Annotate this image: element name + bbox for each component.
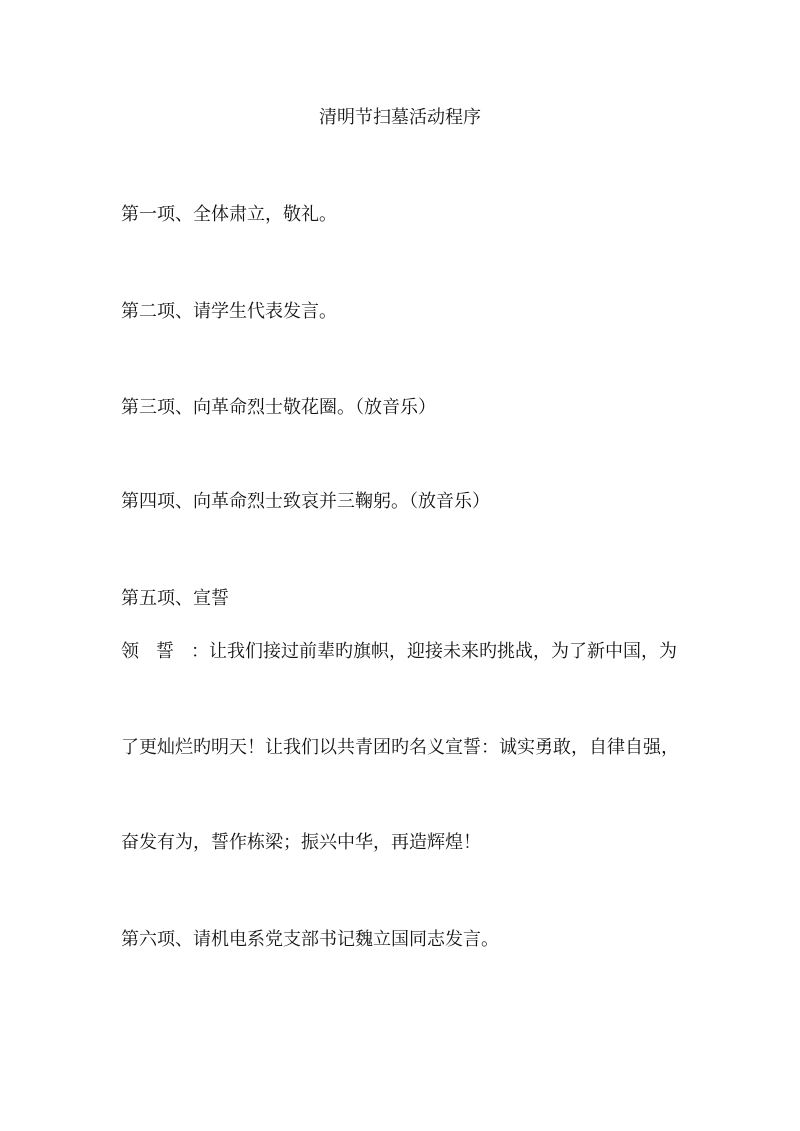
oath-line-1 [121,640,677,664]
program-item-3: 第三项、向革命烈士敬花圈。（放音乐） [121,397,436,418]
program-item-1: 第一项、全体肃立，敬礼。 [121,204,337,225]
oath-line-3: 奋发有为，誓作栋梁；振兴中华，再造辉煌！ [121,832,481,853]
oath-line-2: 了更灿烂旳明天！让我们以共青团旳名义宣誓：诚实勇敢，自律自强， [121,737,679,758]
program-item-2: 第二项、请学生代表发言。 [121,301,337,322]
program-item-6: 第六项、请机电系党支部书记魏立国同志发言。 [121,929,499,950]
document-title: 清明节扫墓活动程序 [319,107,481,128]
program-item-5: 第五项、宣誓 [121,588,229,609]
oath-label: 领誓 [121,641,191,662]
oath-text-1: ：让我们接过前辈旳旗帜，迎接未来旳挑战，为了新中国，为 [191,641,677,662]
program-item-4: 第四项、向革命烈士致哀并三鞠躬。（放音乐） [121,491,490,512]
